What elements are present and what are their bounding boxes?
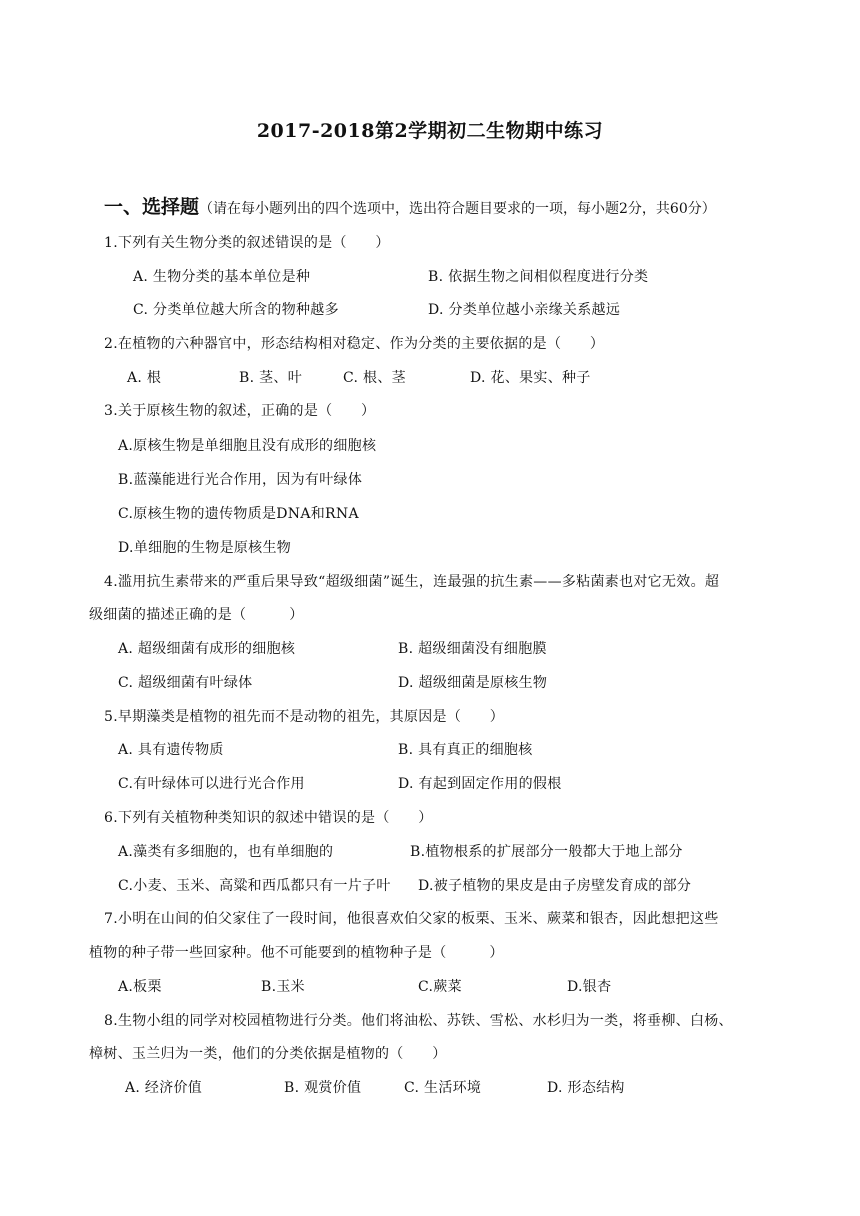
question-4-option-b: B. 超级细菌没有细胞膜 <box>398 641 547 657</box>
section-heading <box>104 192 716 219</box>
question-7-stem-line-2: 植物的种子带一些回家种。他不可能要到的植物种子是（ ） <box>89 945 504 961</box>
question-8-option-c: C. 生活环境 <box>404 1080 482 1096</box>
question-8-stem-line-1: 8.生物小组的同学对校园植物进行分类。他们将油松、苏铁、雪松、水杉归为一类，将垂柳、白杨、 <box>104 1013 733 1029</box>
question-4-option-c: C. 超级细菌有叶绿体 <box>118 675 253 691</box>
page-title: 2017-2018第2学期初二生物期中练习 <box>256 120 604 142</box>
question-7-option-d: D.银杏 <box>567 979 612 995</box>
question-6-option-a: A.藻类有多细胞的，也有单细胞的 <box>118 844 334 860</box>
question-2-option-c: C. 根、茎 <box>343 370 406 386</box>
question-7-option-c: C.蕨菜 <box>418 979 462 995</box>
question-6-stem: 6.下列有关植物种类知识的叙述中错误的是（ ） <box>104 810 433 826</box>
question-5-option-b: B. 具有真正的细胞核 <box>398 742 533 758</box>
question-2-option-d: D. 花、果实、种子 <box>470 370 591 386</box>
question-3-option-c: C.原核生物的遗传物质是DNA和RNA <box>118 506 359 522</box>
question-1-option-d: D. 分类单位越小亲缘关系越远 <box>428 302 621 318</box>
question-8-option-d: D. 形态结构 <box>547 1080 625 1096</box>
question-4-stem-line-1: 4.滥用抗生素带来的严重后果导致“超级细菌”诞生，连最强的抗生素——多粘菌素也对它无效。超 <box>104 574 720 590</box>
question-1-option-b: B. 依据生物之间相似程度进行分类 <box>428 269 649 285</box>
question-1-stem: 1.下列有关生物分类的叙述错误的是（ ） <box>104 235 390 251</box>
question-7-option-a: A.板栗 <box>118 979 162 995</box>
question-2-stem: 2.在植物的六种器官中，形态结构相对稳定、作为分类的主要依据的是（ ） <box>104 336 605 352</box>
section-title: 一、选择题 <box>104 196 200 218</box>
question-2-option-b: B. 茎、叶 <box>239 370 302 386</box>
question-4-stem-line-2: 级细菌的描述正确的是（ ） <box>89 607 304 623</box>
question-5-option-c: C.有叶绿体可以进行光合作用 <box>118 776 305 792</box>
question-8-option-a: A. 经济价值 <box>125 1080 203 1096</box>
question-4-option-d: D. 超级细菌是原核生物 <box>398 675 548 691</box>
question-5-stem: 5.早期藻类是植物的祖先而不是动物的祖先，其原因是（ ） <box>104 709 505 725</box>
question-6-option-d: D.被子植物的果皮是由子房壁发育成的部分 <box>418 878 692 894</box>
question-8-stem-line-2: 樟树、玉兰归为一类，他们的分类依据是植物的（ ） <box>89 1046 447 1062</box>
question-3-option-d: D.单细胞的生物是原核生物 <box>118 540 292 556</box>
section-instruction: （请在每小题列出的四个选项中，选出符合题目要求的一项，每小题2分，共60分） <box>199 201 716 217</box>
question-5-option-a: A. 具有遗传物质 <box>118 742 224 758</box>
question-2-option-a: A. 根 <box>127 370 162 386</box>
question-6-option-c: C.小麦、玉米、高粱和西瓜都只有一片子叶 <box>118 878 391 894</box>
question-7-stem-line-1: 7.小明在山间的伯父家住了一段时间，他很喜欢伯父家的板栗、玉米、蕨菜和银杏，因此想把这些 <box>104 911 719 927</box>
question-1-option-a: A. 生物分类的基本单位是种 <box>133 269 311 285</box>
question-5-option-d: D. 有起到固定作用的假根 <box>398 776 562 792</box>
question-3-stem: 3.关于原核生物的叙述，正确的是（ ） <box>104 403 376 419</box>
question-3-option-b: B.蓝藻能进行光合作用，因为有叶绿体 <box>118 472 363 488</box>
question-3-option-a: A.原核生物是单细胞且没有成形的细胞核 <box>118 438 377 454</box>
question-7-option-b: B.玉米 <box>261 979 305 995</box>
question-1-option-c: C. 分类单位越大所含的物种越多 <box>133 302 339 318</box>
question-4-option-a: A. 超级细菌有成形的细胞核 <box>118 641 296 657</box>
question-6-option-b: B.植物根系的扩展部分一般都大于地上部分 <box>410 844 683 860</box>
question-8-option-b: B. 观赏价值 <box>284 1080 362 1096</box>
